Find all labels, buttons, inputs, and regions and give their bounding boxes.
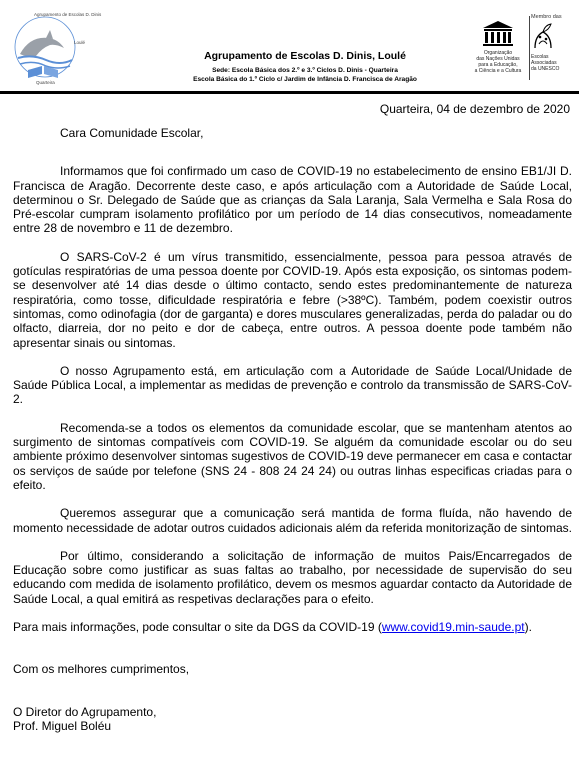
paragraph: Queremos assegurar que a comunicação será mantida de forma fluída, não havendo de momento necessidade de adotar outros cuidados adicionais além da referida monitorização de sintomas. (13, 506, 572, 535)
school-seat: Sede: Escola Básica dos 2.º e 3.º Ciclos D. Dinis - Quarteira (212, 67, 398, 74)
school-logo (6, 8, 102, 86)
unesco-caption-line: para a Educação, (478, 62, 518, 68)
network-caption-line: Associadas (531, 60, 557, 66)
unesco-logo (469, 20, 527, 90)
letterhead (0, 0, 579, 92)
greeting: Cara Comunidade Escolar, (60, 126, 204, 140)
paragraph: Recomenda-se a todos os elementos da comunidade escolar, que se mantenham atentos ao surgimento de sintomas compatíveis com COVID-19. Se alguém da comunidade escolar ou do seu ambiente próximo desenvolver sintomas sugestivos de COVID-19 deve permanecer em casa e contactar os serviços de saúde por telefone (SNS 24 - 808 24 24 24) ou outras linhas especificas criadas para o efeito. (13, 420, 572, 492)
unesco-caption (469, 50, 527, 74)
paragraph: Por último, considerando a solicitação de informação de muitos Pais/Encarregados de Educação sobre como justificar as suas faltas ao trabalho, por necessidade de supervisão do seu educando com medida de isolamento profilático, devem os mesmos aguardar contacto da Autoridade de Saúde Local, a qual emitirá as respetivas declarações para o efeito. (13, 548, 572, 606)
info-line (13, 620, 572, 634)
paragraph: O SARS-CoV-2 é um vírus transmitido, essencialmente, pessoa para pessoa através de gotículas respiratórias de uma pessoa doente por COVID-19. Após esta exposição, os sintomas podem-se desenvolver até 14 dias desde o último contacto, sendo estes predominantemente de natureza respiratória, como tosse, dificuldade respiratória e febre (>38ºC). Também, podem coexistir outros sintomas, como odinofagia (dor de garganta) e dores musculares generalizadas, perda do paladar ou do olfacto, diarreia, dor no peito e dor de cabeça, entre outros. A pessoa doente pode também não apresentar sinais ou sintomas. (13, 249, 572, 350)
header-divider (0, 91, 579, 94)
dgs-covid-link[interactable]: www.covid19.min-saude.pt (381, 620, 525, 635)
school-name: Agrupamento de Escolas D. Dinis, Loulé (204, 50, 406, 62)
unesco-caption-line: das Nações Unidas (476, 56, 520, 62)
unesco-temple-icon (481, 20, 515, 48)
logo-divider (529, 16, 530, 80)
signature-role: O Diretor do Agrupamento, (13, 704, 157, 719)
unesco-caption-line: Organização (483, 50, 513, 56)
letter-body (13, 126, 572, 733)
unesco-schools-network-logo (531, 14, 579, 92)
dolphin-logo-icon (6, 8, 102, 86)
paragraph: O nosso Agrupamento está, em articulação com a Autoridade de Saúde Local/Unidade de Saúde Pública Local, a implementar as medidas de prevenção e controlo da transmissão de SARS-CoV-2. (13, 363, 572, 407)
network-caption-line: Escolas (531, 54, 549, 60)
network-caption-line: da UNESCO (531, 66, 560, 72)
closing: Com os melhores cumprimentos, (13, 662, 190, 677)
network-caption (531, 54, 579, 72)
info-text: Para mais informações, pode consultar o site da DGS da COVID-19 ( (13, 620, 382, 635)
paragraph: Informamos que foi confirmado um caso de COVID-19 no estabelecimento de ensino EB1/JI D. Francisca de Aragão. Decorrente deste caso, e após articulação com a Autoridade de Saúde Local, determinou o Sr. Delegado de Saúde que as crianças da Sala Laranja, Sala Vermelha e Sala Rosa do Pré-escolar cumpram isolamento profilático por um período de 14 dias consecutivos, nomeadamente entre 28 de novembro e 11 de dezembro. (13, 164, 572, 236)
school-logo-ring-right: Loulé (74, 40, 86, 45)
network-label: Membro das (531, 14, 562, 20)
school-identification (120, 50, 490, 84)
school-branch: Escola Básica do 1.º Ciclo c/ Jardim de Infância D. Francisca de Aragão (193, 76, 417, 83)
hand-leaf-icon (531, 22, 555, 52)
signature-name: Prof. Miguel Boléu (13, 718, 112, 733)
letter-date: Quarteira, 04 de dezembro de 2020 (379, 102, 570, 116)
info-text-end: ). (524, 620, 532, 635)
school-logo-ring-top: Agrupamento de Escolas D. Dinis (34, 12, 102, 17)
school-logo-ring-bottom: Quarteira (36, 80, 55, 85)
unesco-caption-line: a Ciência e a Cultura (474, 68, 522, 74)
